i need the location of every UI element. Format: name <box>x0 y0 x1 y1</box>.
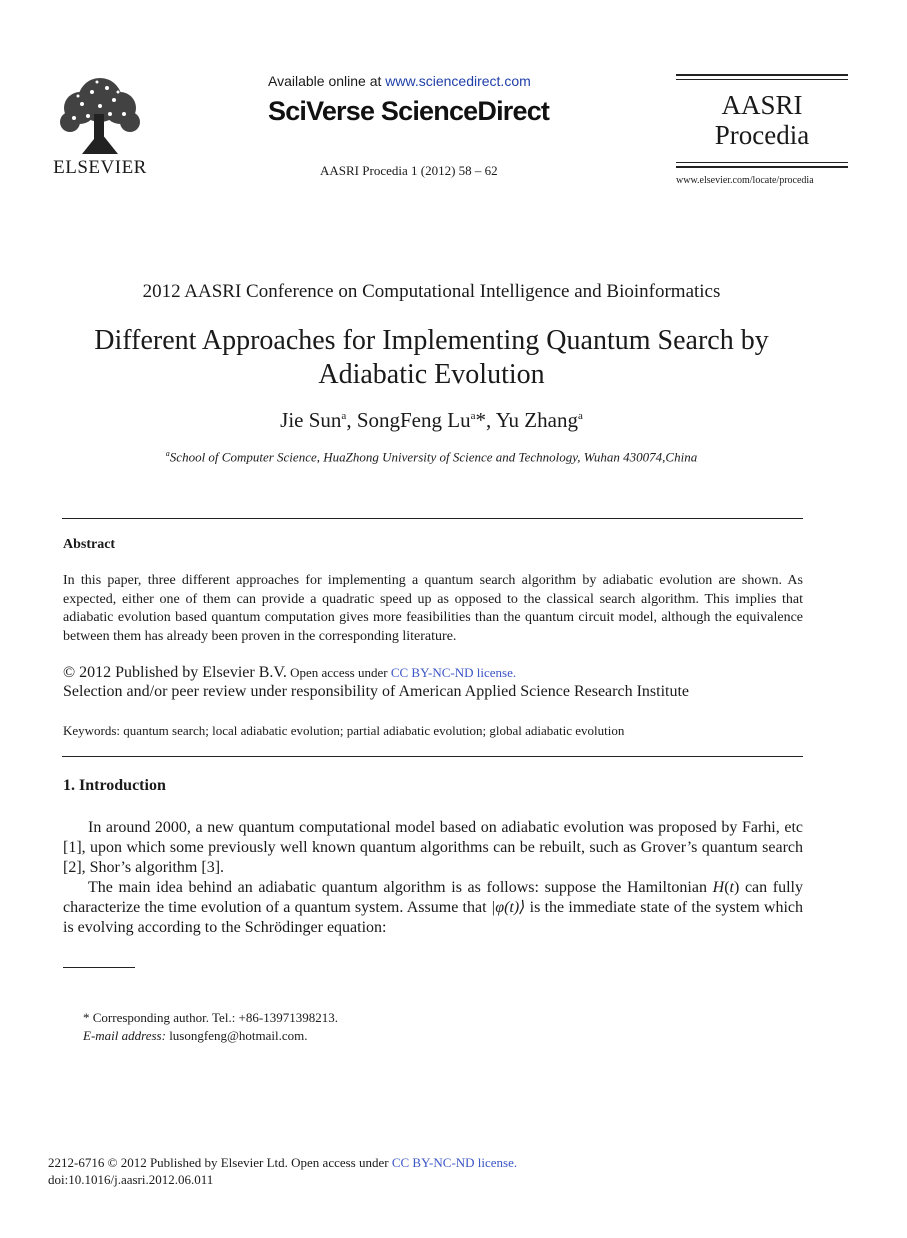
abstract-body: In this paper, three different approaches for implementing a quantum search algorithm by adiabatic evolution are shown. As expected, either one of them can provide a quadratic speed up as opposed to the classical search algorithm. This implies that adiabatic evolution based quantum computation gives more feasibilities than the quantum circuit model, although the equivalence between them has already been proven in the corresponding literature. <box>63 573 803 644</box>
copyright-line <box>63 664 516 682</box>
author-separator: , <box>485 408 496 432</box>
paper-title-line2: Adiabatic Evolution <box>318 359 545 390</box>
math-symbol: H <box>712 879 725 896</box>
masthead-rule <box>676 162 848 163</box>
affiliation <box>0 449 863 465</box>
keywords: Keywords: quantum search; local adiabatic evolution; partial adiabatic evolution; global adiabatic evolution <box>63 723 625 738</box>
text-run: can fully characterize the time evolution of a quantum system. Assume that <box>63 879 804 916</box>
paragraph: In around 2000, a new quantum computational model based on adiabatic evolution was proposed by Farhi, etc [1], upon which some previously well known quantum algorithms can be rebuilt, such as Grover’s quantum search [2], Shor’s algorithm [3]. <box>63 819 803 876</box>
affiliation-text: School of Computer Science, HuaZhong University of Science and Technology, Wuhan 430074,China <box>169 449 698 465</box>
journal-citation: AASRI Procedia 1 (2012) 58 – 62 <box>320 163 498 178</box>
journal-subname: Procedia <box>714 120 810 150</box>
issn-line <box>48 1155 517 1171</box>
author-name: Jie Sun <box>280 408 342 432</box>
email-address[interactable]: lusongfeng@hotmail.com. <box>165 1028 308 1043</box>
author-list <box>0 408 863 433</box>
paper-title <box>60 324 803 392</box>
author-separator: , <box>346 408 357 432</box>
available-online-prefix: Available online at <box>268 73 386 89</box>
tree-icon <box>52 74 148 158</box>
text-run: is the immediate state of the system which is evolving according to the Schrödinger equation: <box>63 899 803 936</box>
author-affil-mark: a <box>470 410 476 422</box>
affiliation-mark: a <box>165 449 170 458</box>
email-label: E-mail address: <box>83 1028 166 1043</box>
author-name: SongFeng Lu <box>356 408 471 432</box>
masthead-rule <box>676 74 848 76</box>
open-access-text: Open access under <box>286 665 391 680</box>
corresponding-author-note: * Corresponding author. Tel.: +86-13971398213. <box>83 1010 338 1025</box>
abstract-top-rule <box>62 518 803 519</box>
author-name: Yu Zhang <box>495 408 578 432</box>
footnote-rule <box>63 967 135 968</box>
masthead-rule <box>676 79 848 80</box>
math-symbol: t <box>729 879 734 896</box>
section-heading: 1. Introduction <box>63 777 166 794</box>
paragraph <box>63 878 803 938</box>
introduction-body <box>63 818 803 938</box>
available-online <box>268 73 531 89</box>
email-note <box>83 1028 308 1044</box>
masthead-rule <box>676 166 848 168</box>
abstract-bottom-rule <box>62 756 803 757</box>
copyright-text: © 2012 Published by Elsevier B.V. <box>63 664 287 681</box>
journal-url[interactable]: www.elsevier.com/locate/procedia <box>676 175 814 186</box>
math-paren: ) <box>733 879 740 896</box>
footer-license-link[interactable]: CC BY-NC-ND license. <box>391 1155 518 1170</box>
elsevier-wordmark: ELSEVIER <box>53 157 147 178</box>
sciencedirect-link[interactable]: www.sciencedirect.com <box>385 73 531 89</box>
doi[interactable]: doi:10.1016/j.aasri.2012.06.011 <box>48 1172 214 1187</box>
text-run: The main idea behind an adiabatic quantum algorithm is as follows: suppose the Hamiltonian <box>88 879 713 896</box>
paper-title-line1: Different Approaches for Implementing Quantum Search by <box>94 325 769 356</box>
ket-notation: |φ(t)⟩ <box>490 899 526 916</box>
sciverse-logo: SciVerse ScienceDirect <box>268 96 550 126</box>
journal-name: AASRI <box>721 90 803 120</box>
corresponding-mark: * <box>475 408 486 432</box>
author-affil-mark: a <box>577 410 583 422</box>
journal-masthead <box>676 74 848 171</box>
author-affil-mark: a <box>341 410 347 422</box>
license-link[interactable]: CC BY-NC-ND license. <box>390 665 517 680</box>
math-paren: ( <box>724 879 730 896</box>
conference-name: 2012 AASRI Conference on Computational Intelligence and Bioinformatics <box>142 281 721 302</box>
peer-review-statement: Selection and/or peer review under responsibility of American Applied Science Research Institute <box>63 683 690 700</box>
issn-text: 2212-6716 © 2012 Published by Elsevier Ltd. Open access under <box>48 1155 392 1170</box>
abstract-heading: Abstract <box>63 537 116 552</box>
